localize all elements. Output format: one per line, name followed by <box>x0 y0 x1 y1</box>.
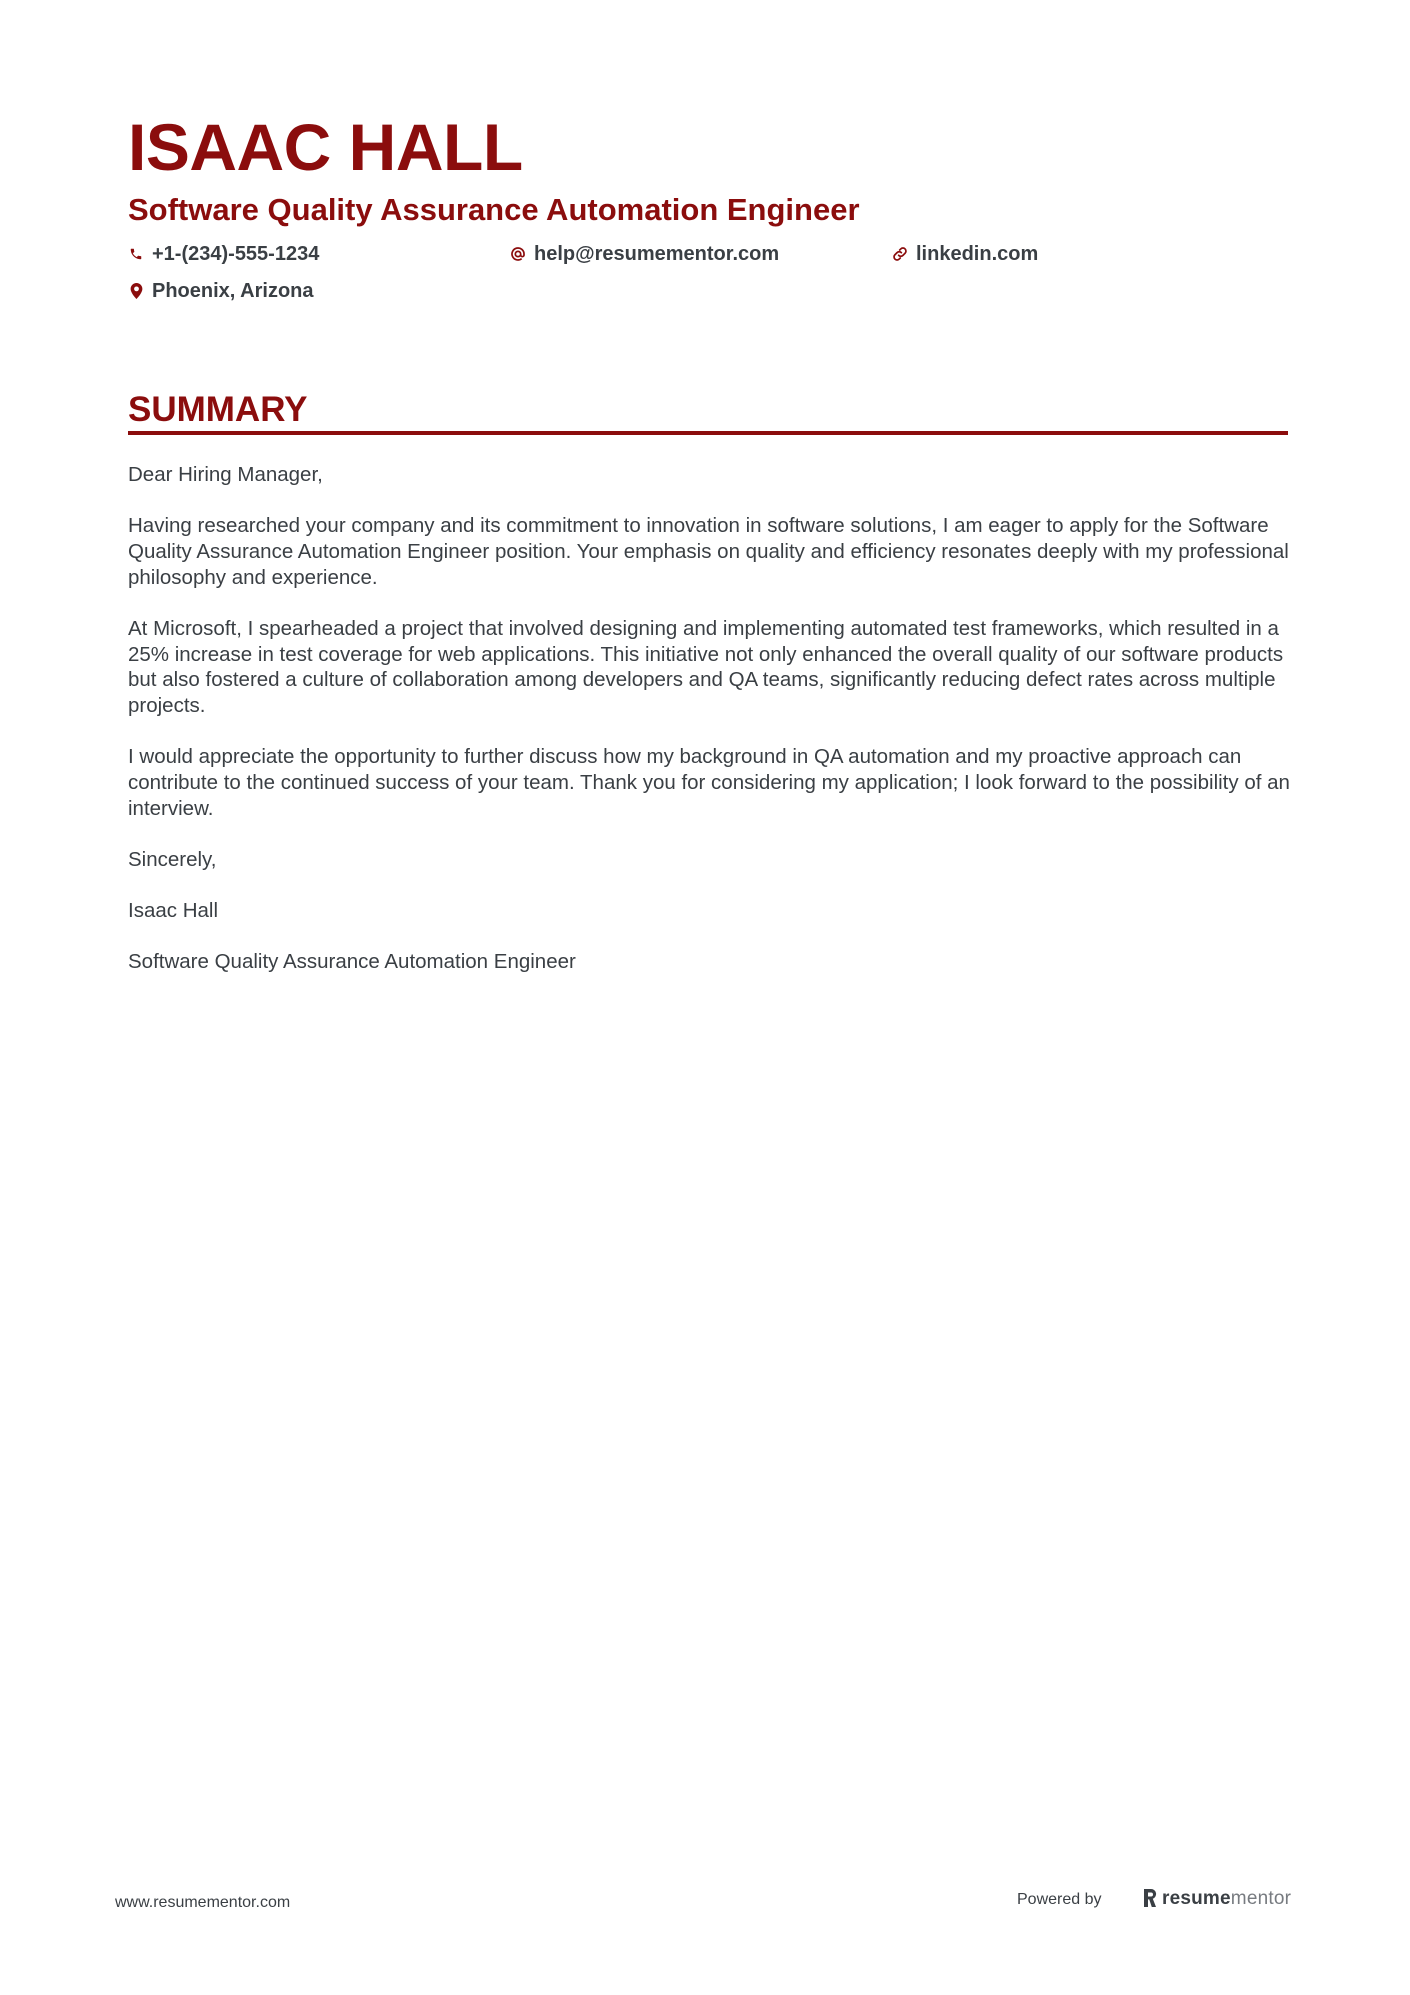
contact-email[interactable] <box>510 241 779 267</box>
contact-linkedin[interactable] <box>892 241 1038 267</box>
location-pin-icon <box>128 282 144 300</box>
contact-phone[interactable] <box>128 241 319 267</box>
brand-text-bold: resume <box>1162 1888 1231 1909</box>
brand-logo[interactable] <box>1142 1888 1291 1910</box>
paragraph-closing: I would appreciate the opportunity to further discuss how my background in QA automation and my proactive approach can contribute to the continued success of your team. Thank you for considering my application; I look forward to the possibility of an interview. <box>128 745 1290 820</box>
salutation: Dear Hiring Manager, <box>128 463 323 486</box>
signature-title: Software Quality Assurance Automation Engineer <box>128 950 576 974</box>
footer-website-link[interactable]: www.resumementor.com <box>115 1894 291 1911</box>
paragraph-intro: Having researched your company and its commitment to innovation in software solutions, I am eager to apply for the Software Quality Assurance Automation Engineer position. Your emphasis on quality and efficiency resonates deeply with my professional philosophy and experience. <box>128 514 1289 589</box>
phone-text: +1-(234)-555-1234 <box>152 243 320 265</box>
contact-location <box>128 278 314 304</box>
candidate-name: ISAAC HALL <box>128 110 523 184</box>
linkedin-text: linkedin.com <box>916 243 1039 265</box>
powered-by-label: Powered by <box>1017 1891 1102 1908</box>
signature-name: Isaac Hall <box>128 898 219 922</box>
link-icon <box>892 245 908 263</box>
paragraph-experience: At Microsoft, I spearheaded a project that involved designing and implementing automated test frameworks, which resulted in a 25% increase in test coverage for web applications. This initiative not only enhanced the overall quality of our software products but also fostered a culture of collaboration among developers and QA teams, significantly reducing defect rates across multiple projects. <box>128 616 1284 717</box>
letter-body <box>128 462 1293 1000</box>
email-text: help@resumementor.com <box>534 243 780 265</box>
section-divider <box>128 431 1288 435</box>
resumementor-logo-icon <box>1142 1888 1158 1910</box>
location-text: Phoenix, Arizona <box>152 280 314 302</box>
at-icon <box>510 245 526 263</box>
brand-text-light: mentor <box>1230 1888 1292 1909</box>
sign-off: Sincerely, <box>128 847 217 871</box>
job-title: Software Quality Assurance Automation Engineer <box>128 192 860 227</box>
summary-heading: SUMMARY <box>128 390 308 429</box>
phone-icon <box>128 245 144 263</box>
